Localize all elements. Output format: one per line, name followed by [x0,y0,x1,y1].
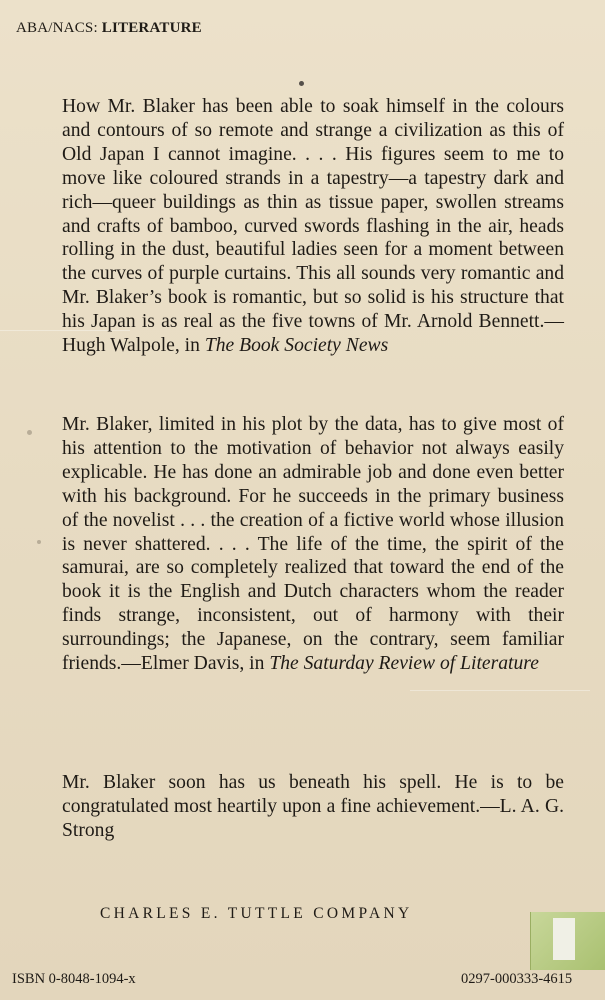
publisher-name: CHARLES E. TUTTLE COMPANY [100,905,413,922]
quote-body: How Mr. Blaker has been able to soak himself in the colours and contours of so remote and strange a civilization as this of Old Japan I cannot imagine. . . . His figures seem to me to move like coloured strands in a tapestry—a tapestry dark and rich—queer buildings as thin as tissue paper, swollen streams and crafts of bamboo, curved swords flashing in the air, heads rolling in the dust, beautiful ladies seen for a moment between the curves of purple curtains. This all sounds very romantic and Mr. Blaker’s book is romantic, but so solid is his structure that his Japan is as real as the five towns of Mr. Arnold Bennett.— Hugh Walpole, in [62,96,564,357]
category-name: LITERATURE [101,20,202,36]
ornament-dot [299,81,304,86]
quote-source: The Book Society News [204,335,389,357]
review-quote-davis [62,413,564,676]
barcode-number: 0297-000333-4615 [461,971,573,987]
sticker-cutout [553,918,575,960]
quote-source: The Saturday Review of Literature [269,653,539,675]
category-label [16,20,202,37]
smudge-dot [37,540,41,544]
review-quote-walpole [62,95,564,358]
quote-body: Mr. Blaker, limited in his plot by the data, has to give most of his attention to the motivation of behavior not always easily explicable. He has done an admirable job and done even better with his background. For he succeeds in the primary business of the novelist . . . the creation of a fictive world whose illusion is never shattered. . . . The life of the time, the spirit of the samurai, are so completely realized that toward the end of the book it is the English and Dutch characters whom the reader finds strange, inconsistent, out of harmony with their surroundings; the Japanese, on the contrary, seem familiar friends.—Elmer Davis, in [62,414,564,675]
review-quote-strong [62,771,564,843]
crease-line [410,690,590,691]
isbn-number: ISBN 0-8048-1094-x [12,971,136,987]
price-sticker [530,912,605,970]
category-prefix: ABA/NACS: [16,20,102,36]
smudge-dot [27,430,32,435]
quote-body: Mr. Blaker soon has us beneath his spell. He is to be congratulated most heartily upon a fine achievement.—L. A. G. Strong [62,772,564,841]
